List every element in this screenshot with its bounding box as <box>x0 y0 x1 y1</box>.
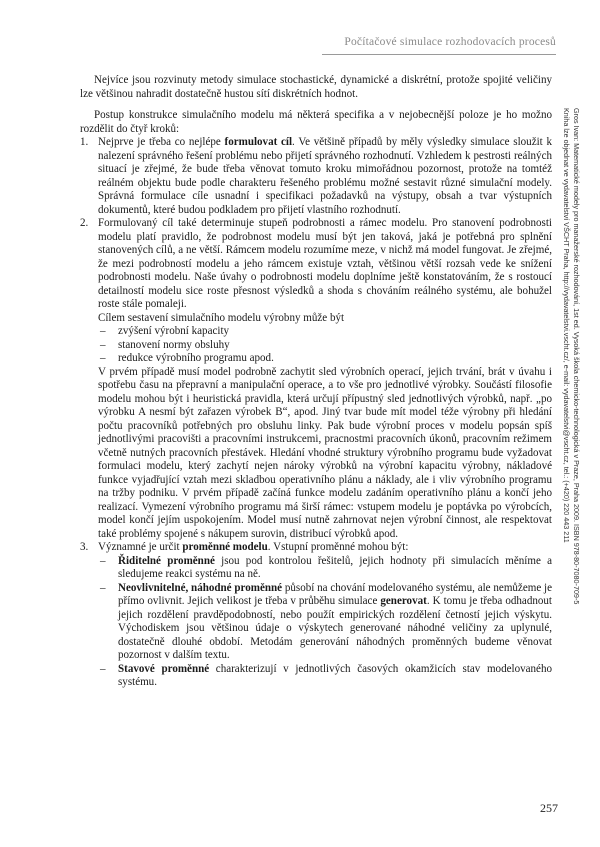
step-3 <box>80 541 552 690</box>
step-3-bold: proměnné modelu <box>182 541 268 553</box>
page-number: 257 <box>540 801 558 815</box>
step-2-paragraph-2: V prvém případě musí model podrobně zachytit sled výrobních operací, jejich trvání, brát v úvahu i spotřebu času na přepravní a manipulační operace, a to vše pro jednotlivé výrobky. Součástí filosofie modelu mohou být i heuristická pravidla, která určují přípustný sled jednotlivých výrobků, např. „po výrobku A nesmí být zařazen výrobek B“, apod. Jiný tvar bude mít model téže výrobny při hledání počtu pracovníků potřebných pro obsluhu linky. Pak bude výrobní proces v modelu popsán spíš jednotlivými pracovišti a pracovními instrukcemi, pracnostmi pracovních úkonů, pracovním režimem včetně nutných pracovních přestávek. Hledání vhodné struktury výrobního programu bude vyžadovat formulaci modelu, který zachytí nejen nároky výrobků na výrobní kapacitu výrobny, nákladové funkce vyjadřující vztah mezi skladbou operativního plánu a náklady, ale i vliv výrobního programu na tržby podniku. V prvém případě začíná funkce modelu zadáním operativního plánu a končí jeho realizací. Vymezení výrobního programu má širší rámec: vstupem modelu je poptávka po výrobcích, model končí jejím uspokojením. Model musí nutně zahrnovat nejen výrobní činnost, ale respektovat také problémy spojené s nákupem surovin, distribucí výrobků apod. <box>98 365 552 540</box>
variable-item-random <box>98 582 552 663</box>
step-2-text: Formulovaný cíl také determinuje stupeň podrobnosti a rámec modelu. Pro stanovení podrobnosti modelu platí pravidlo, že podrobnost modelu musí být jen taková, jaká je potřebná pro splnění stanovených cílů, a ne větší. Rámcem modelu rozumíme meze, v nichž má model fungovat. Je zřejmé, že mezi podrobností modelu a jeho rámcem existuje vztah, většinou větší rozsah vede ke snížení podrobnosti modelu. Naše úvahy o podrobnosti modelu doplníme ještě konstatováním, že s rostoucí detailností modelu sice roste přesnost výsledků a shoda s chováním reálného systému, ale bohužel roste stále pomaleji. <box>98 217 552 310</box>
step-2 <box>80 217 552 541</box>
variable-term: Neovlivnitelné, náhodné proměnné <box>118 581 283 594</box>
goal-item <box>98 352 552 366</box>
goal-item <box>98 339 552 353</box>
intro-paragraph: Nejvíce jsou rozvinuty metody simulace stochastické, dynamické a diskrétní, protože spojité veličiny lze většinou nahradit dostatečně hustou sítí diskrétních hodnot. <box>80 74 552 100</box>
step-1-text <box>98 136 552 217</box>
goal-line: Cílem sestavení simulačního modelu výrobny může být <box>98 311 345 324</box>
citation-line: Gros Ivan: Matematické modely pro manažerské rozhodování, 1st ed. Vysoká škola chemicko-technologická v Praze, Praha 2009. ISBN 978-80-7080-709-5 <box>572 108 581 605</box>
variable-term: Stavové proměnné <box>118 662 210 675</box>
goal-text: redukce výrobního programu apod. <box>118 352 274 364</box>
running-header: Počítačové simulace rozhodovacích procesů <box>344 36 556 48</box>
goal-item <box>98 325 552 339</box>
goal-text: stanovení normy obsluhy <box>118 338 230 351</box>
step-number: 1. <box>80 136 89 148</box>
step-1-pre: Nejprve je třeba co nejlépe <box>98 136 225 148</box>
step-number: 3. <box>80 541 89 553</box>
variable-desc: . K tomu je třeba odhadnout jejich rozdělení pravděpodobností, nebo použít empirických rozdělení četností jejich výskytu. Východiskem jsou většinou údaje o výskytech generované náhodné veličiny za uplynulé, dostatečně dlouhé období. Metodám generování náhodných proměnných budeme věnovat pozornost v dalším textu. <box>118 595 552 661</box>
steps-intro-paragraph: Postup konstrukce simulačního modelu má některá specifika a v nejobecnější poloze je ho možno rozdělit do čtyř kroků: <box>80 109 552 135</box>
step-3-post: . Vstupní proměnné mohou být: <box>267 541 409 553</box>
page-body <box>80 74 552 690</box>
dash-marker: – <box>100 338 106 351</box>
order-line: Kniha lze objednat ve vydavatelství VŠCHT Praha, http://vydavatelstvi.vscht.cz/, e-mail: vydavatelstvi@vscht.cz, tel.: (+420) 220 443 211 <box>562 108 571 543</box>
dash-marker: – <box>100 581 106 594</box>
variable-text <box>118 663 552 690</box>
step-1-post: . Ve většině případů by měly výsledky simulace sloužit k nalezení správného řešení problému nebo přijetí správného rozhodnutí. Vzhledem k pestrosti reálných situací je zřejmé, že bude třeba věnovat tomuto kroku mimořádnou pozornost, protože na tomtéž reálném objektu bude podle charakteru řešeného problému možné sestavit různé simulační modely. Správná formulace cíle usnadní i specifikaci požadavků na výstupy, obsah a tvar výstupních dokumentů, které budou podkladem pro přijetí vlastního rozhodnutí. <box>98 136 552 216</box>
variable-desc: charakterizují v jednotlivých časových okamžicích stav modelovaného systému. <box>118 662 552 688</box>
step-number: 2. <box>80 217 89 229</box>
dash-marker: – <box>100 352 106 364</box>
goal-text: zvýšení výrobní kapacity <box>118 325 230 337</box>
variable-item-controllable <box>98 555 552 582</box>
variable-desc: jsou pod kontrolou řešitelů, jejich hodnoty při simulacích měníme a sledujeme reakci systému na ně. <box>118 554 553 580</box>
step-1-bold: formulovat cíl <box>224 136 293 148</box>
step-3-pre: Významné je určit <box>98 541 183 553</box>
variable-desc: působí na chování modelovaného systému, ale nemůžeme je přímo ovlivnit. Jejich velikost je třeba v průběhu simulace <box>118 581 553 607</box>
step-3-text <box>98 541 552 555</box>
dash-marker: – <box>100 662 106 675</box>
variable-text <box>118 582 552 663</box>
variable-text <box>118 555 552 582</box>
variable-item-state <box>98 663 552 690</box>
dash-marker: – <box>100 325 106 337</box>
variable-term: Řiditelné proměnné <box>118 554 215 567</box>
variable-term-generate: generovat <box>380 595 427 607</box>
citation-text <box>561 108 581 628</box>
header-rule <box>322 54 556 55</box>
dash-marker: – <box>100 554 106 567</box>
step-1 <box>80 136 552 217</box>
